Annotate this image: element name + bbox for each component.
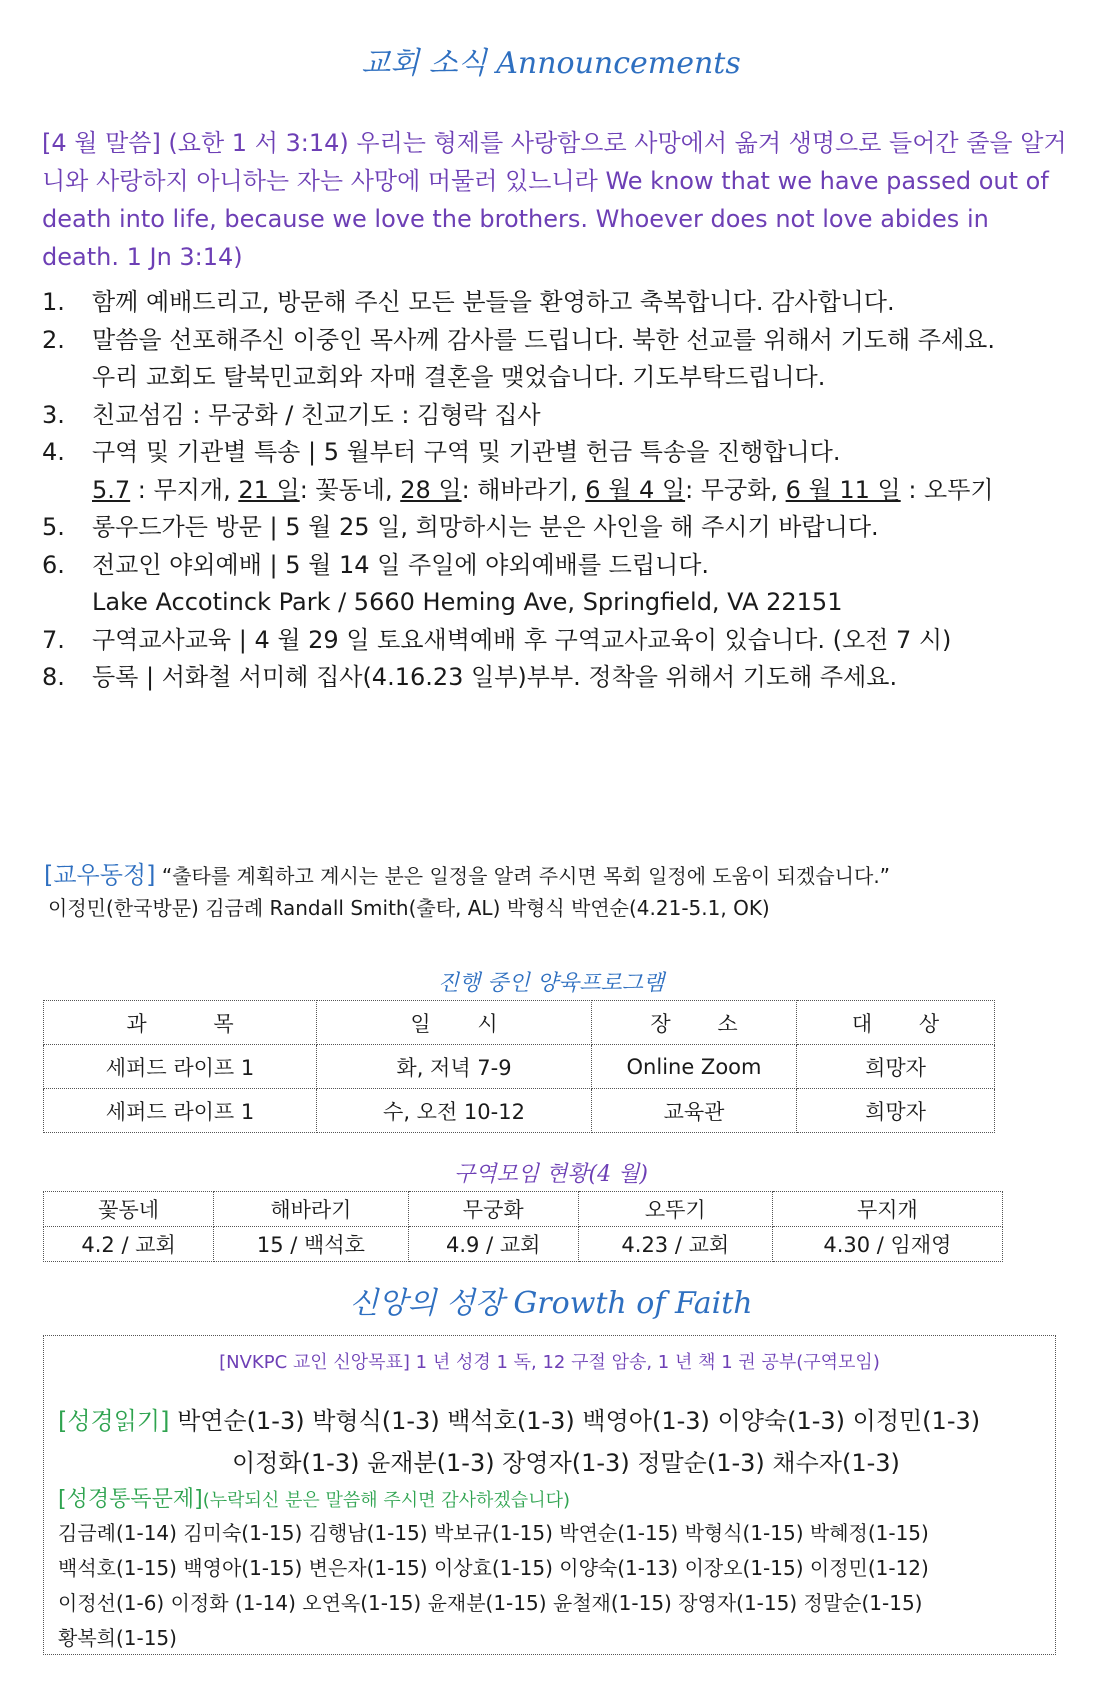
schedule-text: : 오뚜기 [900, 475, 994, 504]
table-cell: 4.30 / 임재영 [772, 1227, 1002, 1262]
table-row [44, 1227, 1003, 1262]
table-cell: 15 / 백석호 [214, 1227, 408, 1262]
bible-reading [58, 1400, 1048, 1484]
table-header: 무궁화 [408, 1192, 578, 1227]
table-cell: 수, 오전 10-12 [317, 1089, 592, 1133]
growth-title: 신앙의 성장 Growth of Faith [349, 1286, 753, 1321]
table-row [44, 1089, 995, 1133]
table-header: 꽃동네 [44, 1192, 214, 1227]
item-text: Lake Accotinck Park / 5660 Heming Ave, Springfield, VA 22151 [92, 588, 843, 616]
schedule-date: 6 월 4 일 [585, 475, 686, 504]
item-text: 친교섬김 : 무궁화 / 친교기도 : 김형락 집사 [92, 400, 541, 429]
quiz-heading [58, 1482, 570, 1513]
member-news-request: “출타를 계획하고 계시는 분은 일정을 알려 주시면 목회 일정에 도움이 되겠습니다.” [161, 864, 891, 888]
item-text: 함께 예배드리고, 방문해 주신 모든 분들을 환영하고 축복합니다. 감사합니다. [92, 288, 895, 316]
quiz-list [58, 1516, 1048, 1656]
schedule-text: : 무궁화, [685, 475, 786, 504]
announcement-item [42, 322, 1082, 397]
table-header: 장 소 [592, 1001, 797, 1045]
table-header: 과 목 [44, 1001, 317, 1045]
announcement-item [42, 284, 1082, 322]
monthly-verse: [4 월 말씀] (요한 1 서 3:14) 우리는 형제를 사랑함으로 사망에서 옮겨 생명으로 들어간 줄을 알거니와 사랑하지 아니하는 자는 사망에 머물러 있느니라 We know that we have passed out of death into life, because we love the brothers. Whoever does not love abides in death. 1 Jn 3:14) [42, 129, 1067, 271]
table-header: 대 상 [797, 1001, 995, 1045]
item-number: 2. [42, 325, 65, 354]
member-news [44, 855, 1084, 890]
table-header: 해바라기 [214, 1192, 408, 1227]
announcement-item [42, 434, 1082, 509]
member-news-tag: [교우동정] [44, 861, 156, 889]
item-text: 구역 및 기관별 특송 | 5 월부터 구역 및 기관별 헌금 특송을 진행합니다. [92, 438, 841, 466]
quiz-row: 황복희(1-15) [58, 1626, 177, 1650]
reading-names: 박연순(1-3) 박형식(1-3) 백석호(1-3) 백영아(1-3) 이양숙(1-3) 이정민(1-3) [169, 1407, 981, 1435]
table-cell: 희망자 [797, 1045, 995, 1089]
reading-names: 이정화(1-3) 윤재분(1-3) 장영자(1-3) 정말순(1-3) 채수자(1-3) [232, 1449, 900, 1477]
reading-tag: [성경읽기] [58, 1407, 170, 1435]
item-number: 6. [42, 550, 65, 579]
program-title: 진행 중인 양육프로그램 [437, 971, 665, 996]
item-text: 말씀을 선포해주신 이중인 목사께 감사를 드립니다. 북한 선교를 위해서 기도해 주세요. [92, 325, 995, 354]
announcement-item [42, 659, 1082, 697]
schedule-date: 6 월 11 일 [785, 475, 901, 504]
item-number: 1. [42, 288, 65, 316]
growth-box [43, 1335, 1056, 1655]
item-number: 4. [42, 438, 65, 466]
member-news-list: 이정민(한국방문) 김금례 Randall Smith(출타, AL) 박형식 박연순(4.21-5.1, OK) [48, 896, 770, 920]
announcement-item [42, 622, 1082, 660]
item-text: 롱우드가든 방문 | 5 월 25 일, 희망하시는 분은 사인을 해 주시기 바랍니다. [92, 513, 879, 541]
announcement-item [42, 509, 1082, 547]
announcement-list [42, 284, 1082, 697]
table-cell: 4.2 / 교회 [44, 1227, 214, 1262]
schedule-text: : 꽃동네, [299, 475, 401, 504]
table-cell: 4.9 / 교회 [408, 1227, 578, 1262]
table-cell: 화, 저녁 7-9 [317, 1045, 592, 1089]
groups-table [43, 1191, 1003, 1262]
faith-goal: [NVKPC 교인 신앙목표] 1 년 성경 1 독, 12 구절 암송, 1 년 책 1 권 공부(구역모임) [219, 1352, 880, 1373]
page-title: 교회 소식 Announcements [361, 46, 741, 81]
item-number: 5. [42, 513, 65, 541]
schedule-date: 5.7 [92, 475, 131, 504]
table-cell: 희망자 [797, 1089, 995, 1133]
item-number: 7. [42, 625, 65, 654]
item-text: 등록 | 서화철 서미혜 집사(4.16.23 일부)부부. 정착을 위해서 기도해 주세요. [92, 663, 898, 691]
item-number: 8. [42, 663, 65, 691]
schedule-text: : 무지개, [130, 475, 239, 504]
groups-title: 구역모임 현황(4 월) [454, 1162, 648, 1187]
announcement-item [42, 397, 1082, 435]
quiz-row: 백석호(1-15) 백영아(1-15) 변은자(1-15) 이상효(1-15) 이양숙(1-13) 이장오(1-15) 이정민(1-12) [58, 1556, 929, 1580]
special-song-schedule [92, 476, 994, 504]
table-cell: Online Zoom [592, 1045, 797, 1089]
table-row [44, 1045, 995, 1089]
schedule-text: : 해바라기, [461, 475, 586, 504]
quiz-row: 김금례(1-14) 김미숙(1-15) 김행남(1-15) 박보규(1-15) 박연순(1-15) 박형식(1-15) 박혜정(1-15) [58, 1521, 929, 1545]
table-header-row [44, 1192, 1003, 1227]
table-header: 일 시 [317, 1001, 592, 1045]
program-table [43, 1000, 995, 1133]
table-header: 오뚜기 [578, 1192, 772, 1227]
schedule-date: 21 일 [238, 475, 300, 504]
table-header-row [44, 1001, 995, 1045]
item-number: 3. [42, 400, 65, 429]
quiz-tag: [성경통독문제] [58, 1487, 203, 1512]
item-text: 전교인 야외예배 | 5 월 14 일 주일에 야외예배를 드립니다. [92, 550, 710, 579]
table-cell: 4.23 / 교회 [578, 1227, 772, 1262]
quiz-row: 이정선(1-6) 이정화 (1-14) 오연옥(1-15) 윤재분(1-15) 윤철재(1-15) 장영자(1-15) 정말순(1-15) [58, 1591, 923, 1615]
table-cell: 세퍼드 라이프 1 [44, 1089, 317, 1133]
table-header: 무지개 [772, 1192, 1002, 1227]
table-cell: 세퍼드 라이프 1 [44, 1045, 317, 1089]
item-text: 우리 교회도 탈북민교회와 자매 결혼을 맺었습니다. 기도부탁드립니다. [92, 363, 826, 391]
schedule-date: 28 일 [400, 475, 462, 504]
announcement-item [42, 547, 1082, 622]
table-cell: 교육관 [592, 1089, 797, 1133]
item-text: 구역교사교육 | 4 월 29 일 토요새벽예배 후 구역교사교육이 있습니다. (오전 7 시) [92, 625, 952, 654]
quiz-note: (누락되신 분은 말씀해 주시면 감사하겠습니다) [202, 1490, 570, 1511]
